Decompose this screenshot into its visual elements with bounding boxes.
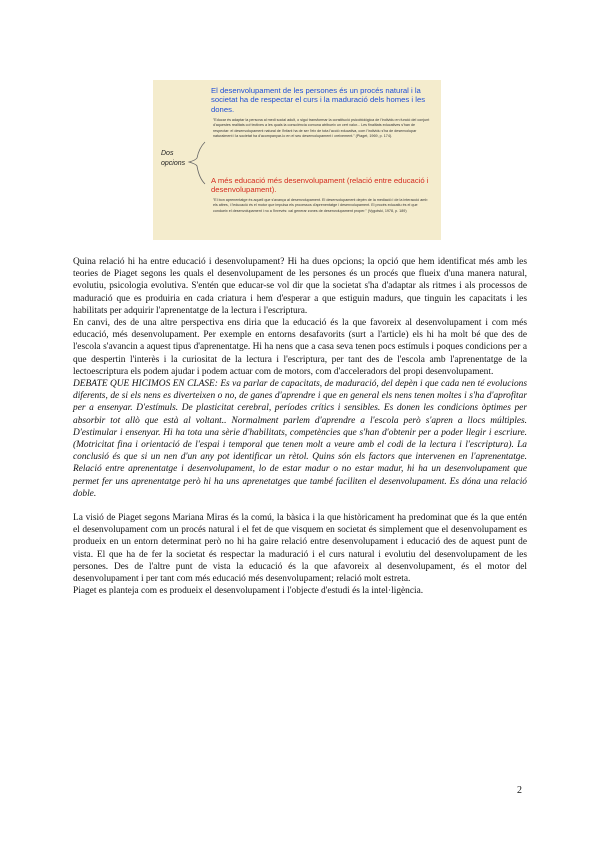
paragraph-2: En canvi, des de una altre perspectiva ens diria que la educació és la que favoreix al desenvolupament i com més educació, més desenvolupament. Per exemple en entorns desafavorits (surt a l'article) els hi ha molt bé que des de l'escola s'avancin a aquest tipus d'aprenentatge. Hi ha nens que a casa seva tenen pocs estímuls i poques condicions per a que despertin l'interès i la curiositat de la lectura i l'escriptura, per tant des de l'escola amb l'aprenentatge de la lectoescriptura els podem ajudar i podem actuar com de motors, com d'acceleradors del propi desenvolupament.	[73, 318, 527, 377]
paragraph-1: Quina relació hi ha entre educació i desenvolupament? Hi ha dues opcions; la opció que hem identificat més amb les teories de Piaget segons les quals el desenvolupament de les persones és un procés que flueix d'una manera natural, evolutiu, psicologia evolutiva. S'entén que educar-se vol dir que la societat s'ha d'adaptar als ritmes i als processos de maduració que es produiria en cada criatura i hem d'esperar a que estiguin madurs, que tinguin les capacitats i les habilitats per adquirir l'aprenentatge de la lectura i l'escriptura.	[73, 257, 527, 316]
debate-text: Es va parlar de capacitats, de maduració, del depèn i que cada nen té evolucions diferents, de si els nens es diverteixen o no, de ganes d'aprendre i que en general els nens tenen moltes i s'ha d'aprofitar per a ensenyar. D'estímuls. De plasticitat cerebral, períodes crítics i sensibles. Es donen les condicions òptimes per absorbir tot allò que està al voltant.. Normalment parlem d'aprendre a l'escola però s'apren a llocs múltiples. D'estimular i ensenyar. Hi ha tota una sèrie d'habilitats, competències que s'han d'obtenir per a poder llegir i escriure. (Motricitat fina i orientació de l'espai i temporal que tenen molt a veure amb el codi de la lectura i l'escriptura). La conclusió és que si un nen d'un any pot identificar un rètol. Quins són els factors que intervenen en l'aprenentatge. Relació entre aprenentatge i desenvolupament, lo de estar madur o no estar madur, hi ha un desenvolupament que permet fer uns aprenentatge però hi ha uns aprenetatges que també faciliten el desenvolupament. Es dóna una relació doble.	[73, 379, 527, 499]
option1-title: El desenvolupament de les persones és un procés natural i la societat ha de respectar el curs i la maduració dels homes i les dones.	[211, 86, 426, 114]
paragraph-4: La visió de Piaget segons Mariana Miras és la comú, la bàsica i la que històricament ha predominat que és la que entén el desenvolupament com un procés natural i el fet de que visquem en societat és simplement que el desenvolupament es produeix en un entorn determinat però no hi ha gaire relació entre desenvolupament i educació des de aquest punt de vista. El que ha de fer la societat és respectar la maduració i el curs natural i evolutiu del desenvolupament de les persones. Des de l'altre punt de vista la educació és la que afavoreix al desenvolupament, és el motor del desenvolupament i per tant com més educació més desenvolupament; relació molt estreta.	[73, 513, 527, 585]
option2-quote	[213, 198, 431, 214]
option1-quote	[213, 118, 431, 139]
option2-quote-text: "El bon aprenentatge és aquell que s'avança al desenvolupament. El desenvolupament depèn de la mediació i de la interacció amb els altres, i l'educació és el motor que impulsa els processos d'aprenentatge i desenvolupament. El procés educatiu és el que condueix el desenvolupament i no a l'inrevés: cal generar zones de desenvolupament proper."	[213, 198, 428, 213]
page-number: 2	[517, 785, 522, 796]
document-body	[73, 256, 527, 597]
paragraph-debate	[73, 378, 527, 500]
paragraph-5: Piaget es planteja com es produeix el desenvolupament i l'objecte d'estudi és la intel·ligència.	[73, 586, 424, 597]
options-diagram	[153, 80, 441, 240]
options-label-line2: opcions	[161, 160, 186, 167]
option1-citation: (Piaget, 1969, p. 174).	[355, 133, 393, 138]
debate-heading: DEBATE QUE HICIMOS EN CLASE:	[73, 379, 218, 390]
option2-citation: (Vygotski, 1978, p. 189)	[367, 208, 407, 213]
options-label-line1: Dos	[161, 150, 174, 157]
option2-title: A més educació més desenvolupament (relació entre educació i desenvolupament).	[211, 176, 429, 195]
option1-quote-text: "Educar és adaptar la persona al medi social adult, o sigui transformar la constitució psicobiològica de l'individu en funció del conjunt d'aquestes realitats col·lectives a les quals la consciència comuna atribueix un cert valor... Les finalitats educatives s'han de respectar: el desenvolupament natural de l'infant ha de ser l'eix de tota l'acció educativa, com l'individu s'ha de desenvolupar naturalment i la societat ha d'acompanyar-lo en el seu desenvolupament i creixement."	[213, 118, 430, 138]
